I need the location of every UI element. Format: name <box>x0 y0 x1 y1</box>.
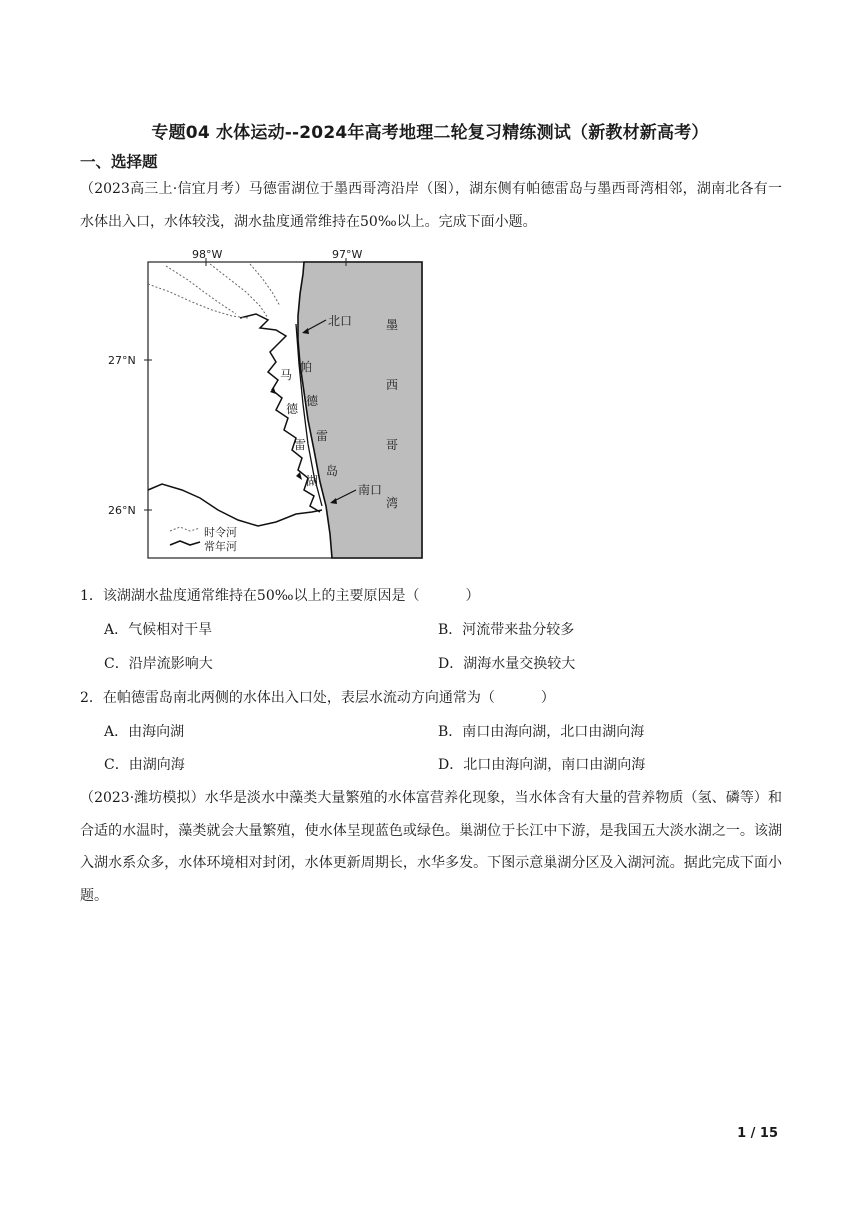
map-lake-char-4: 湖 <box>306 474 319 488</box>
map-legend-seasonal: 时令河 <box>204 526 237 539</box>
question-1-paren-end: ） <box>465 588 480 604</box>
map-legend-perennial: 常年河 <box>204 540 237 553</box>
map-sea-char-2: 西 <box>386 378 399 392</box>
map-lake-char-1: 马 <box>280 368 293 382</box>
question-1-option-d: D．湖海水量交换较大 <box>438 656 576 672</box>
map-island-char-2: 德 <box>306 394 319 408</box>
map-lake-char-3: 雷 <box>294 438 307 452</box>
map-sea-char-4: 湾 <box>386 496 399 510</box>
question-2-option-b: B．南口由海向湖，北口由湖向海 <box>438 724 645 740</box>
laguna-madre-map <box>100 244 430 562</box>
question-1-text: 1．该湖湖水盐度通常维持在50‰以上的主要原因是（ <box>80 588 420 604</box>
map-island-char-1: 帕 <box>300 360 313 374</box>
question-2-option-c: C．由湖向海 <box>104 757 185 773</box>
question-1-option-a: A．气候相对干旱 <box>104 622 213 638</box>
intro-paragraph-2: （2023·潍坊模拟）水华是淡水中藻类大量繁殖的水体富营养化现象，当水体含有大量的营养物质（氢、磷等）和合适的水温时，藻类就会大量繁殖，使水体呈现蓝色或绿色。巢湖位于长江中下游，是我国五大淡水湖之一。该湖入湖水系众多，水体环境相对封闭，水体更新周期长，水华多发。下图示意巢湖分区及入湖河流。据此完成下面小题。 <box>80 790 782 904</box>
map-island-char-3: 雷 <box>316 429 329 443</box>
question-1-stem <box>80 586 782 606</box>
page-title: 专题04 水体运动--2024年高考地理二轮复习精练测试（新教材新高考） <box>151 123 709 143</box>
map-lon-97: 97°W <box>332 248 363 261</box>
question-2-paren-end: ） <box>540 690 555 706</box>
question-1-option-c: C．沿岸流影响大 <box>104 656 213 672</box>
map-sea-char-1: 墨 <box>386 318 399 332</box>
question-2-text: 2．在帕德雷岛南北两侧的水体出入口处，表层水流动方向通常为（ <box>80 690 495 706</box>
page-number: 1 / 15 <box>737 1126 778 1141</box>
map-sea-char-3: 哥 <box>386 438 399 452</box>
question-2-option-d: D．北口由海向湖，南口由湖向海 <box>438 757 646 773</box>
map-lon-98: 98°W <box>192 248 223 261</box>
map-north-inlet: 北口 <box>328 314 353 328</box>
map-lat-26: 26°N <box>108 504 136 517</box>
section-heading: 一、选择题 <box>80 153 158 171</box>
intro-paragraph-1: （2023高三上·信宜月考）马德雷湖位于墨西哥湾沿岸（图），湖东侧有帕德雷岛与墨西哥湾相邻，湖南北各有一水体出入口，水体较浅，湖水盐度通常维持在50‰以上。完成下面小题。 <box>80 181 782 230</box>
question-1-option-b: B．河流带来盐分较多 <box>438 622 575 638</box>
map-island-char-4: 岛 <box>326 464 339 478</box>
question-2-option-a: A．由海向湖 <box>104 724 185 740</box>
map-lake-char-2: 德 <box>286 402 299 416</box>
map-lat-27: 27°N <box>108 354 136 367</box>
question-2-stem <box>80 688 782 708</box>
map-south-inlet: 南口 <box>358 483 383 497</box>
